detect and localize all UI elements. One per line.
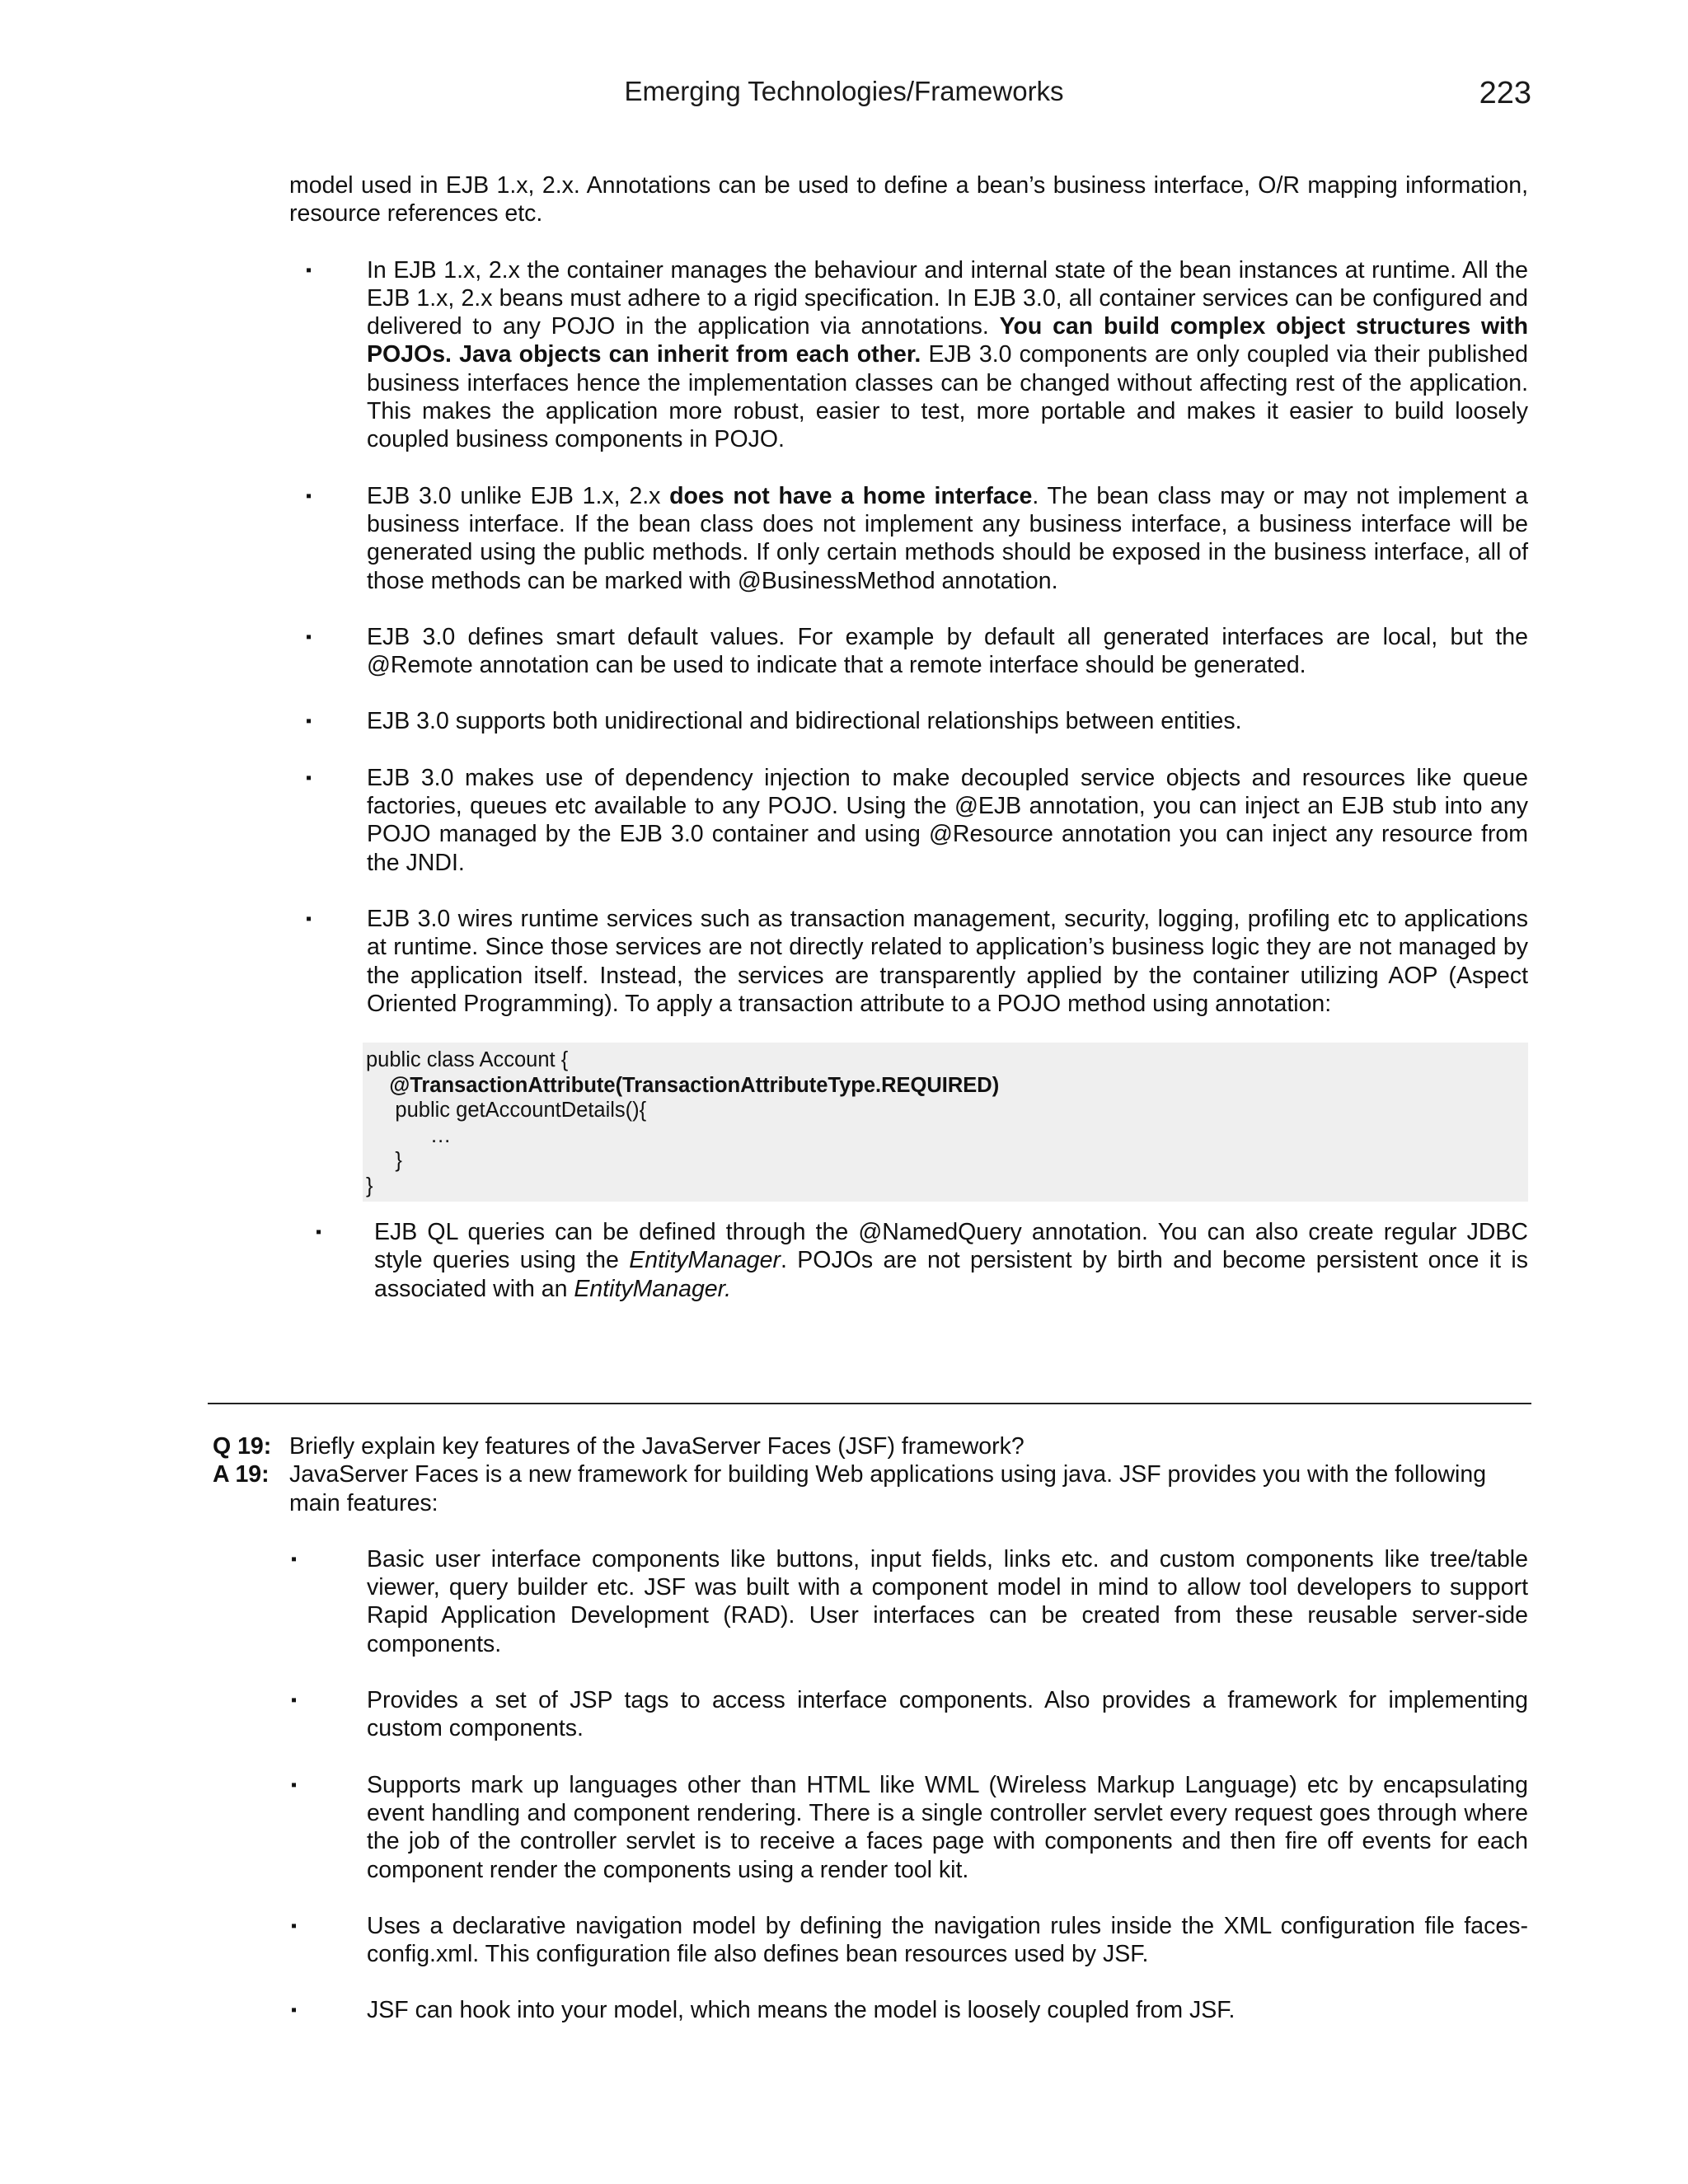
running-header-title: Emerging Technologies/Frameworks — [624, 76, 1064, 106]
code-line: } — [366, 1174, 373, 1197]
list-item — [213, 1545, 1528, 1658]
list-item-text: EJB QL queries can be defined through the @NamedQuery annotation. You can also create regular JDBC style queries using the — [374, 1219, 1528, 1274]
list-item — [289, 764, 1528, 877]
bullet-icon: ▪ — [291, 2001, 298, 2020]
question-label: Q 19: — [213, 1433, 272, 1460]
list-item — [289, 482, 1528, 595]
code-line: } — [366, 1149, 402, 1173]
intro-paragraph: model used in EJB 1.x, 2.x. Annotations can be used to define a bean’s business interface, O/R mapping information, resource references etc. — [289, 172, 1528, 227]
list-item — [213, 1912, 1528, 1969]
ejb-section — [289, 171, 1528, 1331]
list-item-text: . POJOs are not persistent by birth and become persistent once it is associated with an — [374, 1247, 1528, 1302]
answer-row — [213, 1460, 1528, 1517]
list-item — [213, 1686, 1528, 1743]
bullet-icon: ▪ — [306, 486, 312, 505]
bullet-icon: ▪ — [291, 1775, 298, 1794]
list-item-text: EJB 3.0 wires runtime services such as transaction management, security, logging, profiling etc to applications at runtime. Since those services are not directly related to application’s business logic they are not managed by the application itself. Instead, the services are transparently applied by the container utilizing AOP (Aspect Oriented Programming). To apply a transaction attribute to a POJO method using annotation: — [367, 905, 1528, 1017]
emphasis-text: does not have a home interface — [669, 482, 1033, 509]
list-item-text: . The bean class may or may not implement a business interface. If the bean class does not implement any business interface, a business interface will be generated using the public methods. If only certain methods should be exposed in the business interface, all of those methods can be marked with @BusinessMethod annotation. — [367, 482, 1528, 594]
list-item-text: EJB 3.0 unlike EJB 1.x, 2.x — [367, 482, 670, 509]
ejbql-list — [289, 1218, 1528, 1303]
bullet-icon: ▪ — [316, 1223, 322, 1242]
list-item — [213, 1996, 1528, 2024]
bullet-icon: ▪ — [306, 768, 312, 787]
code-line: public getAccountDetails(){ — [366, 1099, 647, 1122]
list-item-text: EJB 3.0 supports both unidirectional and bidirectional relationships between entities. — [367, 708, 1242, 735]
list-item — [289, 256, 1528, 454]
italic-term: EntityManager — [629, 1247, 781, 1274]
bullet-icon: ▪ — [306, 627, 312, 646]
list-item — [289, 905, 1528, 1018]
bullet-icon: ▪ — [291, 1916, 298, 1935]
list-item — [213, 1771, 1528, 1884]
section-divider — [208, 1403, 1531, 1404]
bullet-icon: ▪ — [291, 1691, 298, 1710]
list-item-text: Uses a declarative navigation model by defining the navigation rules inside the XML configuration file faces-config.xml. This configuration file also defines bean resources used by JSF. — [367, 1912, 1528, 1968]
list-item-text: EJB 3.0 components are only coupled via their published business interfaces hence the implementation classes can be changed without affecting rest of the application. This makes the application more robust, easier to test, more portable and makes it easier to build loosely coupled business components in POJO. — [367, 341, 1529, 453]
bullet-icon: ▪ — [306, 712, 312, 731]
list-item-text: EJB 3.0 defines smart default values. For example by default all generated interfaces are local, but the @Remote annotation can be used to indicate that a remote interface should be generated. — [367, 623, 1528, 679]
list-item — [289, 623, 1528, 680]
list-item-text: Supports mark up languages other than HTML like WML (Wireless Markup Language) etc by encapsulating event handling and component rendering. There is a single controller servlet every request goes through where the job of the controller servlet is to receive a faces page with components and then fire off events for each component render the components using a render tool kit. — [367, 1771, 1528, 1883]
list-item-text: Provides a set of JSP tags to access interface components. Also provides a framework for implementing custom components. — [367, 1687, 1528, 1742]
bullet-icon: ▪ — [306, 260, 312, 279]
bullet-icon: ▪ — [291, 1549, 298, 1568]
question-row — [213, 1432, 1528, 1460]
answer-label: A 19: — [213, 1461, 270, 1488]
code-sample — [363, 1043, 1528, 1202]
ejb-feature-list — [289, 256, 1528, 1019]
list-item-text: In EJB 1.x, 2.x the container manages the behaviour and internal state of the bean instances at runtime. All the EJB 1.x, 2.x beans must adhere to a rigid specification. In EJB 3.0, all container services can be configured and delivered to any POJO in the application via annotations. — [367, 256, 1528, 340]
code-line: … — [366, 1123, 452, 1147]
code-annotation-line: @TransactionAttribute(TransactionAttributeType.REQUIRED) — [366, 1073, 1000, 1097]
list-item — [289, 707, 1528, 735]
emphasis-text: You can build complex object structures with POJOs. Java objects can inherit from each other. — [367, 313, 1528, 368]
question-text: Briefly explain key features of the JavaServer Faces (JSF) framework? — [289, 1433, 1025, 1460]
list-item-text: JSF can hook into your model, which means the model is loosely coupled from JSF. — [367, 1997, 1236, 2024]
list-item-text: Basic user interface components like buttons, input fields, links etc. and custom components like tree/table viewer, query builder etc. JSF was built with a component model in mind to allow tool developers to support Rapid Application Development (RAD). User interfaces can be created from these reusable server-side components. — [367, 1545, 1528, 1657]
bullet-icon: ▪ — [306, 909, 312, 928]
answer-text: JavaServer Faces is a new framework for building Web applications using java. JSF provides you with the following main features: — [289, 1461, 1487, 1516]
list-item-text: EJB 3.0 makes use of dependency injection to make decoupled service objects and resources like queue factories, queues etc available to any POJO. Using the @EJB annotation, you can inject an EJB stub into any POJO managed by the EJB 3.0 container and using @Resource annotation you can inject any resource from the JNDI. — [367, 764, 1528, 876]
question-answer-section — [213, 1432, 1528, 2053]
page-number: 223 — [1479, 76, 1531, 110]
italic-term: EntityManager. — [574, 1275, 732, 1302]
jsf-feature-list — [213, 1545, 1528, 2025]
list-item — [289, 1218, 1528, 1303]
code-line: public class Account { — [366, 1048, 569, 1072]
